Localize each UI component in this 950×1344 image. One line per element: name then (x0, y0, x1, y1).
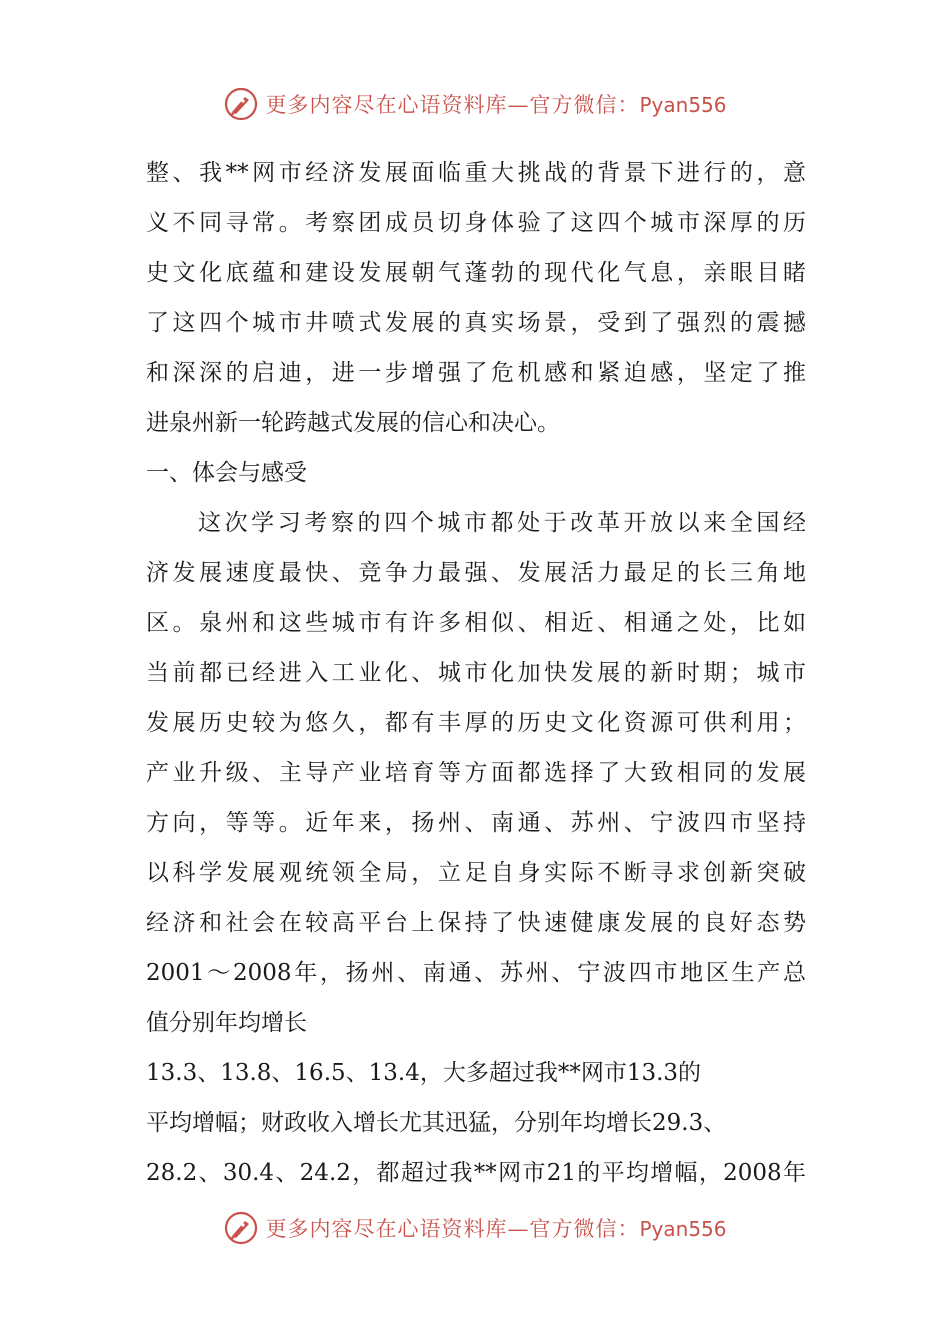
text-line: 以科学发展观统领全局，立足自身实际不断寻求创新突破 (146, 860, 806, 886)
watermark-text: 更多内容尽在心语资料库—官方微信：Pyan556 (265, 93, 727, 117)
document-body (146, 148, 806, 1198)
text-line: 28.2、30.4、24.2，都超过我**网市21的平均增幅，2008年 (146, 1160, 806, 1186)
text-line: 平均增幅；财政收入增长尤其迅猛，分别年均增长29.3、 (146, 1110, 727, 1136)
pen-nib-circle-icon (223, 86, 259, 122)
pen-nib-circle-icon (223, 1210, 259, 1246)
text-line: 方向，等等。近年来，扬州、南通、苏州、宁波四市坚持 (146, 810, 806, 836)
text-line: 了这四个城市井喷式发展的真实场景，受到了强烈的震撼 (146, 310, 806, 336)
text-line: 产业升级、主导产业培育等方面都选择了大致相同的发展 (146, 760, 806, 786)
footer-watermark (0, 1208, 950, 1248)
text-line: 这次学习考察的四个城市都处于改革开放以来全国经 (198, 510, 806, 536)
text-line: 发展历史较为悠久，都有丰厚的历史文化资源可供利用； (146, 710, 806, 736)
text-line: 当前都已经进入工业化、城市化加快发展的新时期；城市 (146, 660, 806, 686)
text-line: 值分别年均增长 (146, 1010, 307, 1036)
text-line: 2001～2008年，扬州、南通、苏州、宁波四市地区生产总 (146, 960, 806, 986)
text-line: 经济和社会在较高平台上保持了快速健康发展的良好态势 (146, 910, 806, 936)
text-line: 史文化底蕴和建设发展朝气蓬勃的现代化气息，亲眼目睹 (146, 260, 806, 286)
text-line: 义不同寻常。考察团成员切身体验了这四个城市深厚的历 (146, 210, 806, 236)
text-line: 一、体会与感受 (146, 460, 307, 486)
text-line: 进泉州新一轮跨越式发展的信心和决心。 (146, 410, 560, 436)
text-line: 13.3、13.8、16.5、13.4，大多超过我**网市13.3的 (146, 1060, 702, 1086)
watermark-text: 更多内容尽在心语资料库—官方微信：Pyan556 (265, 1217, 727, 1241)
text-line: 整、我**网市经济发展面临重大挑战的背景下进行的，意 (146, 160, 806, 186)
text-line: 区。泉州和这些城市有许多相似、相近、相通之处，比如 (146, 610, 806, 636)
header-watermark (0, 84, 950, 124)
text-line: 和深深的启迪，进一步增强了危机感和紧迫感，坚定了推 (146, 360, 806, 386)
text-line: 济发展速度最快、竞争力最强、发展活力最足的长三角地 (146, 560, 806, 586)
